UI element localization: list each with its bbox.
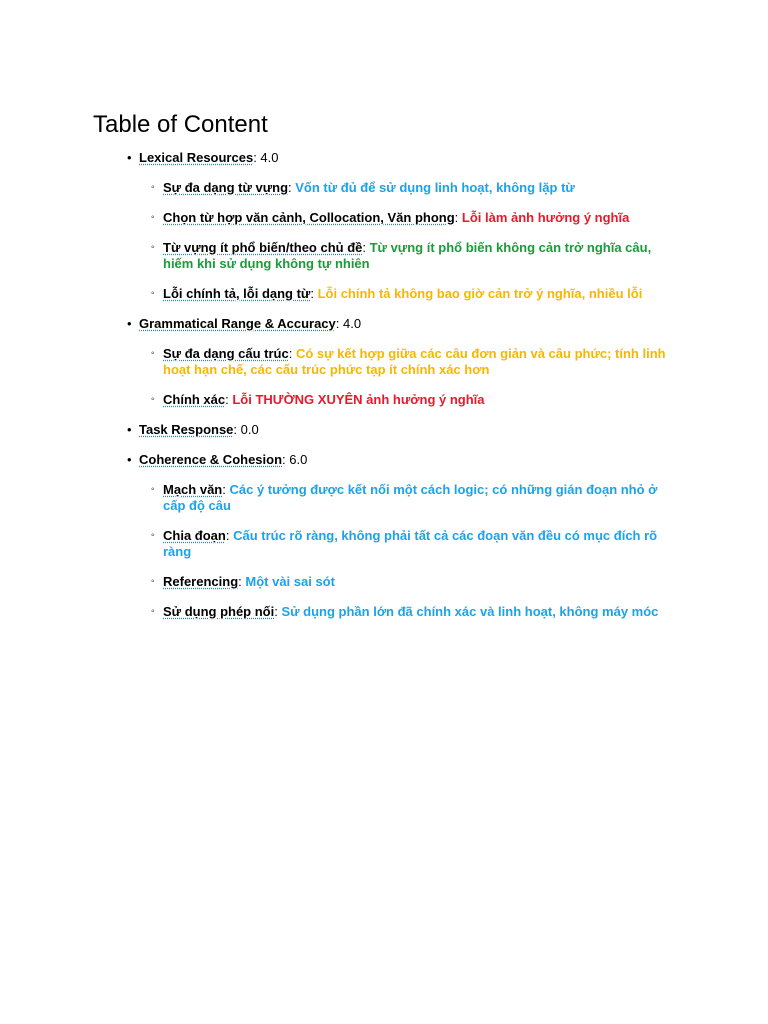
hollow-bullet-icon: ◦ (151, 242, 155, 253)
hollow-bullet-icon: ◦ (151, 288, 155, 299)
sub-criterion-item (139, 240, 683, 272)
sub-criterion-item (139, 346, 683, 378)
sub-criterion-item (139, 180, 683, 196)
sub-criterion-term[interactable]: Chia đoạn (163, 528, 226, 543)
criterion-term[interactable]: Coherence & Cohesion (139, 452, 283, 467)
sub-criterion-item (139, 392, 683, 408)
page-title: Table of Content (93, 111, 268, 138)
sub-criterion-term[interactable]: Referencing (163, 574, 239, 589)
sub-criterion-note: Các ý tưởng được kết nối một cách logic; có những gián đoạn nhỏ ở cấp độ câu (163, 482, 658, 513)
sub-criterion-item (139, 210, 683, 226)
separator: : (362, 240, 370, 255)
sub-criterion-term[interactable]: Sự đa dạng từ vựng (163, 180, 289, 195)
separator: : (310, 286, 318, 301)
hollow-bullet-icon: ◦ (151, 606, 155, 617)
sub-criterion-term[interactable]: Sự đa dạng cấu trúc (163, 346, 289, 361)
hollow-bullet-icon: ◦ (151, 530, 155, 541)
criterion-score: : 0.0 (233, 422, 259, 437)
separator: : (288, 346, 296, 361)
sub-criterion-item (139, 286, 683, 302)
hollow-bullet-icon: ◦ (151, 484, 155, 495)
sub-criterion-term[interactable]: Chọn từ hợp văn cảnh, Collocation, Văn phong (163, 210, 455, 225)
sub-criterion-note: Lỗi THƯỜNG XUYÊN ảnh hưởng ý nghĩa (232, 392, 485, 407)
separator: : (288, 180, 296, 195)
sub-criteria-list (139, 482, 683, 620)
separator: : (222, 482, 230, 497)
hollow-bullet-icon: ◦ (151, 182, 155, 193)
sub-criterion-item (139, 482, 683, 514)
sub-criterion-note: Có sự kết hợp giữa các câu đơn giản và câu phức; tính linh hoạt hạn chế, các cấu trúc phức tạp ít chính xác hơn (163, 346, 666, 377)
hollow-bullet-icon: ◦ (151, 348, 155, 359)
separator: : (238, 574, 246, 589)
sub-criteria-list (139, 346, 683, 408)
sub-criterion-note: Cấu trúc rõ ràng, không phải tất cả các đoạn văn đều có mục đích rõ ràng (163, 528, 658, 559)
hollow-bullet-icon: ◦ (151, 394, 155, 405)
sub-criterion-item (139, 528, 683, 560)
sub-criterion-term[interactable]: Mạch văn (163, 482, 223, 497)
hollow-bullet-icon: ◦ (151, 212, 155, 223)
criterion-term[interactable]: Grammatical Range & Accuracy (139, 316, 336, 331)
sub-criterion-item (139, 604, 683, 620)
criterion-coherence-cohesion (93, 452, 683, 620)
sub-criterion-term[interactable]: Từ vựng ít phổ biến/theo chủ đề (163, 240, 363, 255)
sub-criterion-term[interactable]: Lỗi chính tả, lỗi dạng từ (163, 286, 311, 301)
criterion-score: : 6.0 (282, 452, 308, 467)
sub-criterion-item (139, 574, 683, 590)
bullet-icon: • (127, 316, 132, 331)
criterion-score: : 4.0 (253, 150, 279, 165)
sub-criterion-note: Lỗi làm ảnh hưởng ý nghĩa (461, 210, 630, 225)
sub-criteria-list (139, 180, 683, 302)
criterion-score: : 4.0 (335, 316, 362, 331)
separator: : (274, 604, 282, 619)
sub-criterion-term[interactable]: Sử dụng phép nối (163, 604, 275, 619)
separator: : (225, 528, 234, 543)
criteria-list (93, 150, 683, 620)
criterion-task-response (93, 422, 683, 438)
separator: : (225, 392, 233, 407)
hollow-bullet-icon: ◦ (151, 576, 155, 587)
document-page (93, 110, 683, 634)
sub-criterion-note: Vốn từ đủ để sử dụng linh hoạt, không lặp từ (295, 180, 575, 195)
criterion-term[interactable]: Task Response (139, 422, 234, 437)
criterion-lexical-resources (93, 150, 683, 302)
bullet-icon: • (127, 422, 132, 437)
bullet-icon: • (127, 150, 132, 165)
bullet-icon: • (127, 452, 132, 467)
sub-criterion-term[interactable]: Chính xác (163, 392, 226, 407)
criterion-grammatical-range (93, 316, 683, 408)
sub-criterion-note: Lỗi chính tả không bao giờ cản trở ý nghĩa, nhiều lỗi (317, 286, 643, 301)
criterion-term[interactable]: Lexical Resources (139, 150, 254, 165)
sub-criterion-note: Một vài sai sót (245, 574, 335, 589)
sub-criterion-note: Sử dụng phần lớn đã chính xác và linh hoạt, không máy móc (281, 604, 659, 619)
sub-criterion-note: Từ vựng ít phổ biến không cản trở nghĩa câu, hiếm khi sử dụng không tự nhiên (163, 240, 652, 271)
separator: : (454, 210, 462, 225)
